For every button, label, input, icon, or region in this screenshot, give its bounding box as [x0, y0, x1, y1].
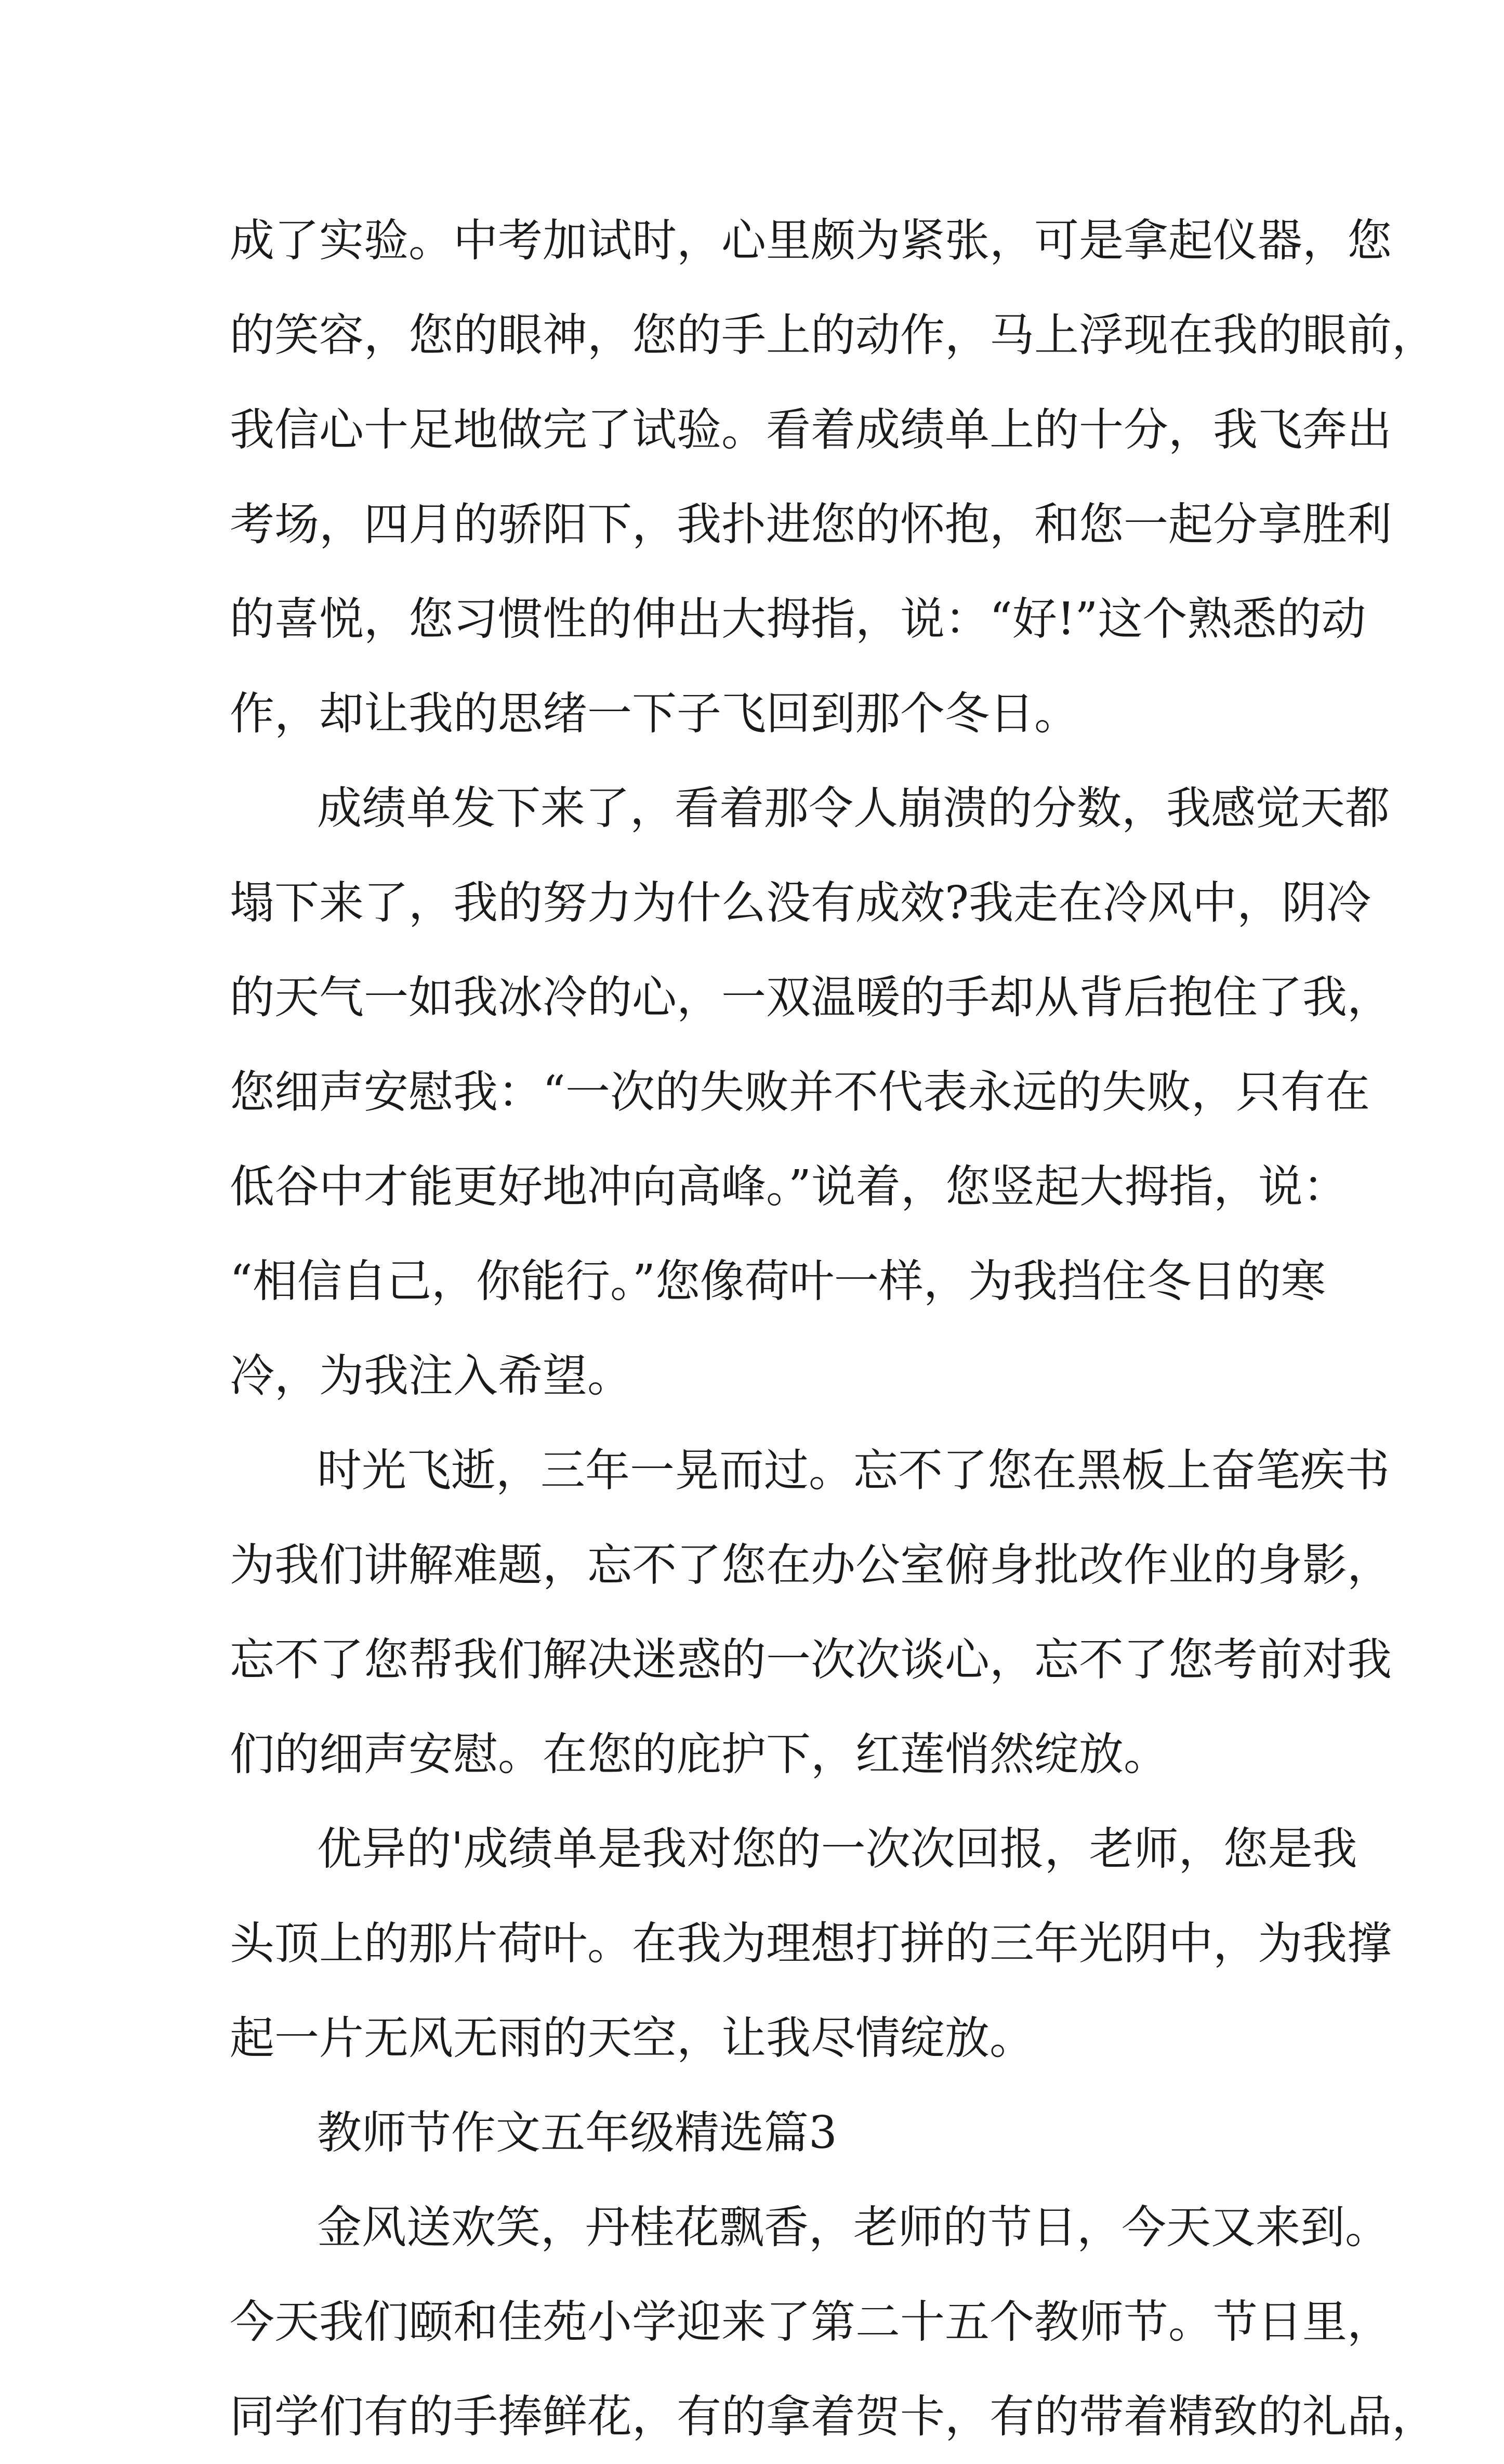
text-line: 头顶上的那片荷叶。在我为理想打拼的三年光阴中，为我撑: [230, 1918, 1392, 1970]
text-line: 冷，为我注入希望。: [230, 1350, 632, 1402]
paragraph-1: [230, 193, 1436, 761]
text-line: 的喜悦，您习惯性的伸出大拇指，说：“好!”这个熟悉的动: [230, 593, 1366, 645]
text-line: 作，却让我的思绪一下子飞回到那个冬日。: [230, 688, 1079, 740]
paragraph-3: [230, 1423, 1392, 1802]
text-line: 金风送欢笑，丹桂花飘香，老师的节日，今天又来到。: [317, 2201, 1390, 2253]
text-line: 我信心十足地做完了试验。看着成绩单上的十分，我飞奔出: [230, 404, 1392, 456]
text-line: 时光飞逝，三年一晃而过。忘不了您在黑板上奋笔疾书: [317, 1445, 1390, 1497]
text-line: 的天气一如我冰冷的心，一双温暖的手却从背后抱住了我，: [230, 972, 1392, 1024]
text-line: 低谷中才能更好地冲向高峰。”说着，您竖起大拇指，说：: [230, 1161, 1348, 1213]
paragraph-2: [230, 761, 1392, 1423]
paragraph-4: [230, 1802, 1392, 2086]
text-line: 考场，四月的骄阳下，我扑进您的怀抱，和您一起分享胜利: [230, 499, 1392, 551]
text-line: “相信自己，你能行。”您像荷叶一样，为我挡住冬日的寒: [230, 1255, 1326, 1307]
text-line: 成了实验。中考加试时，心里颇为紧张，可是拿起仪器，您: [230, 215, 1392, 267]
text-line: 同学们有的手捧鲜花，有的拿着贺卡，有的带着精致的礼品，: [230, 2391, 1436, 2443]
text-line: 优异的'成绩单是我对您的一次次回报，老师，您是我: [317, 1823, 1357, 1875]
text-line: 塌下来了，我的努力为什么没有成效?我走在冷风中，阴冷: [230, 877, 1371, 929]
paragraph-5: [230, 2180, 1436, 2464]
document-body: [230, 193, 1436, 2464]
text-line: 们的细声安慰。在您的庇护下，红莲悄然绽放。: [230, 1728, 1168, 1780]
text-line: 今天我们颐和佳苑小学迎来了第二十五个教师节。节日里，: [230, 2296, 1392, 2348]
text-line: 为我们讲解难题，忘不了您在办公室俯身批改作业的身影，: [230, 1539, 1392, 1591]
text-line: 成绩单发下来了，看着那令人崩溃的分数，我感觉天都: [317, 782, 1390, 834]
text-line: 的笑容，您的眼神，您的手上的动作，马上浮现在我的眼前，: [230, 309, 1436, 361]
text-line: 您细声安慰我：“一次的失败并不代表永远的失败，只有在: [230, 1066, 1370, 1118]
section-heading: 教师节作文五年级精选篇3: [317, 2107, 837, 2159]
text-line: 忘不了您帮我们解决迷惑的一次次谈心，忘不了您考前对我: [230, 1634, 1392, 1686]
text-line: 起一片无风无雨的天空，让我尽情绽放。: [230, 2012, 1034, 2064]
